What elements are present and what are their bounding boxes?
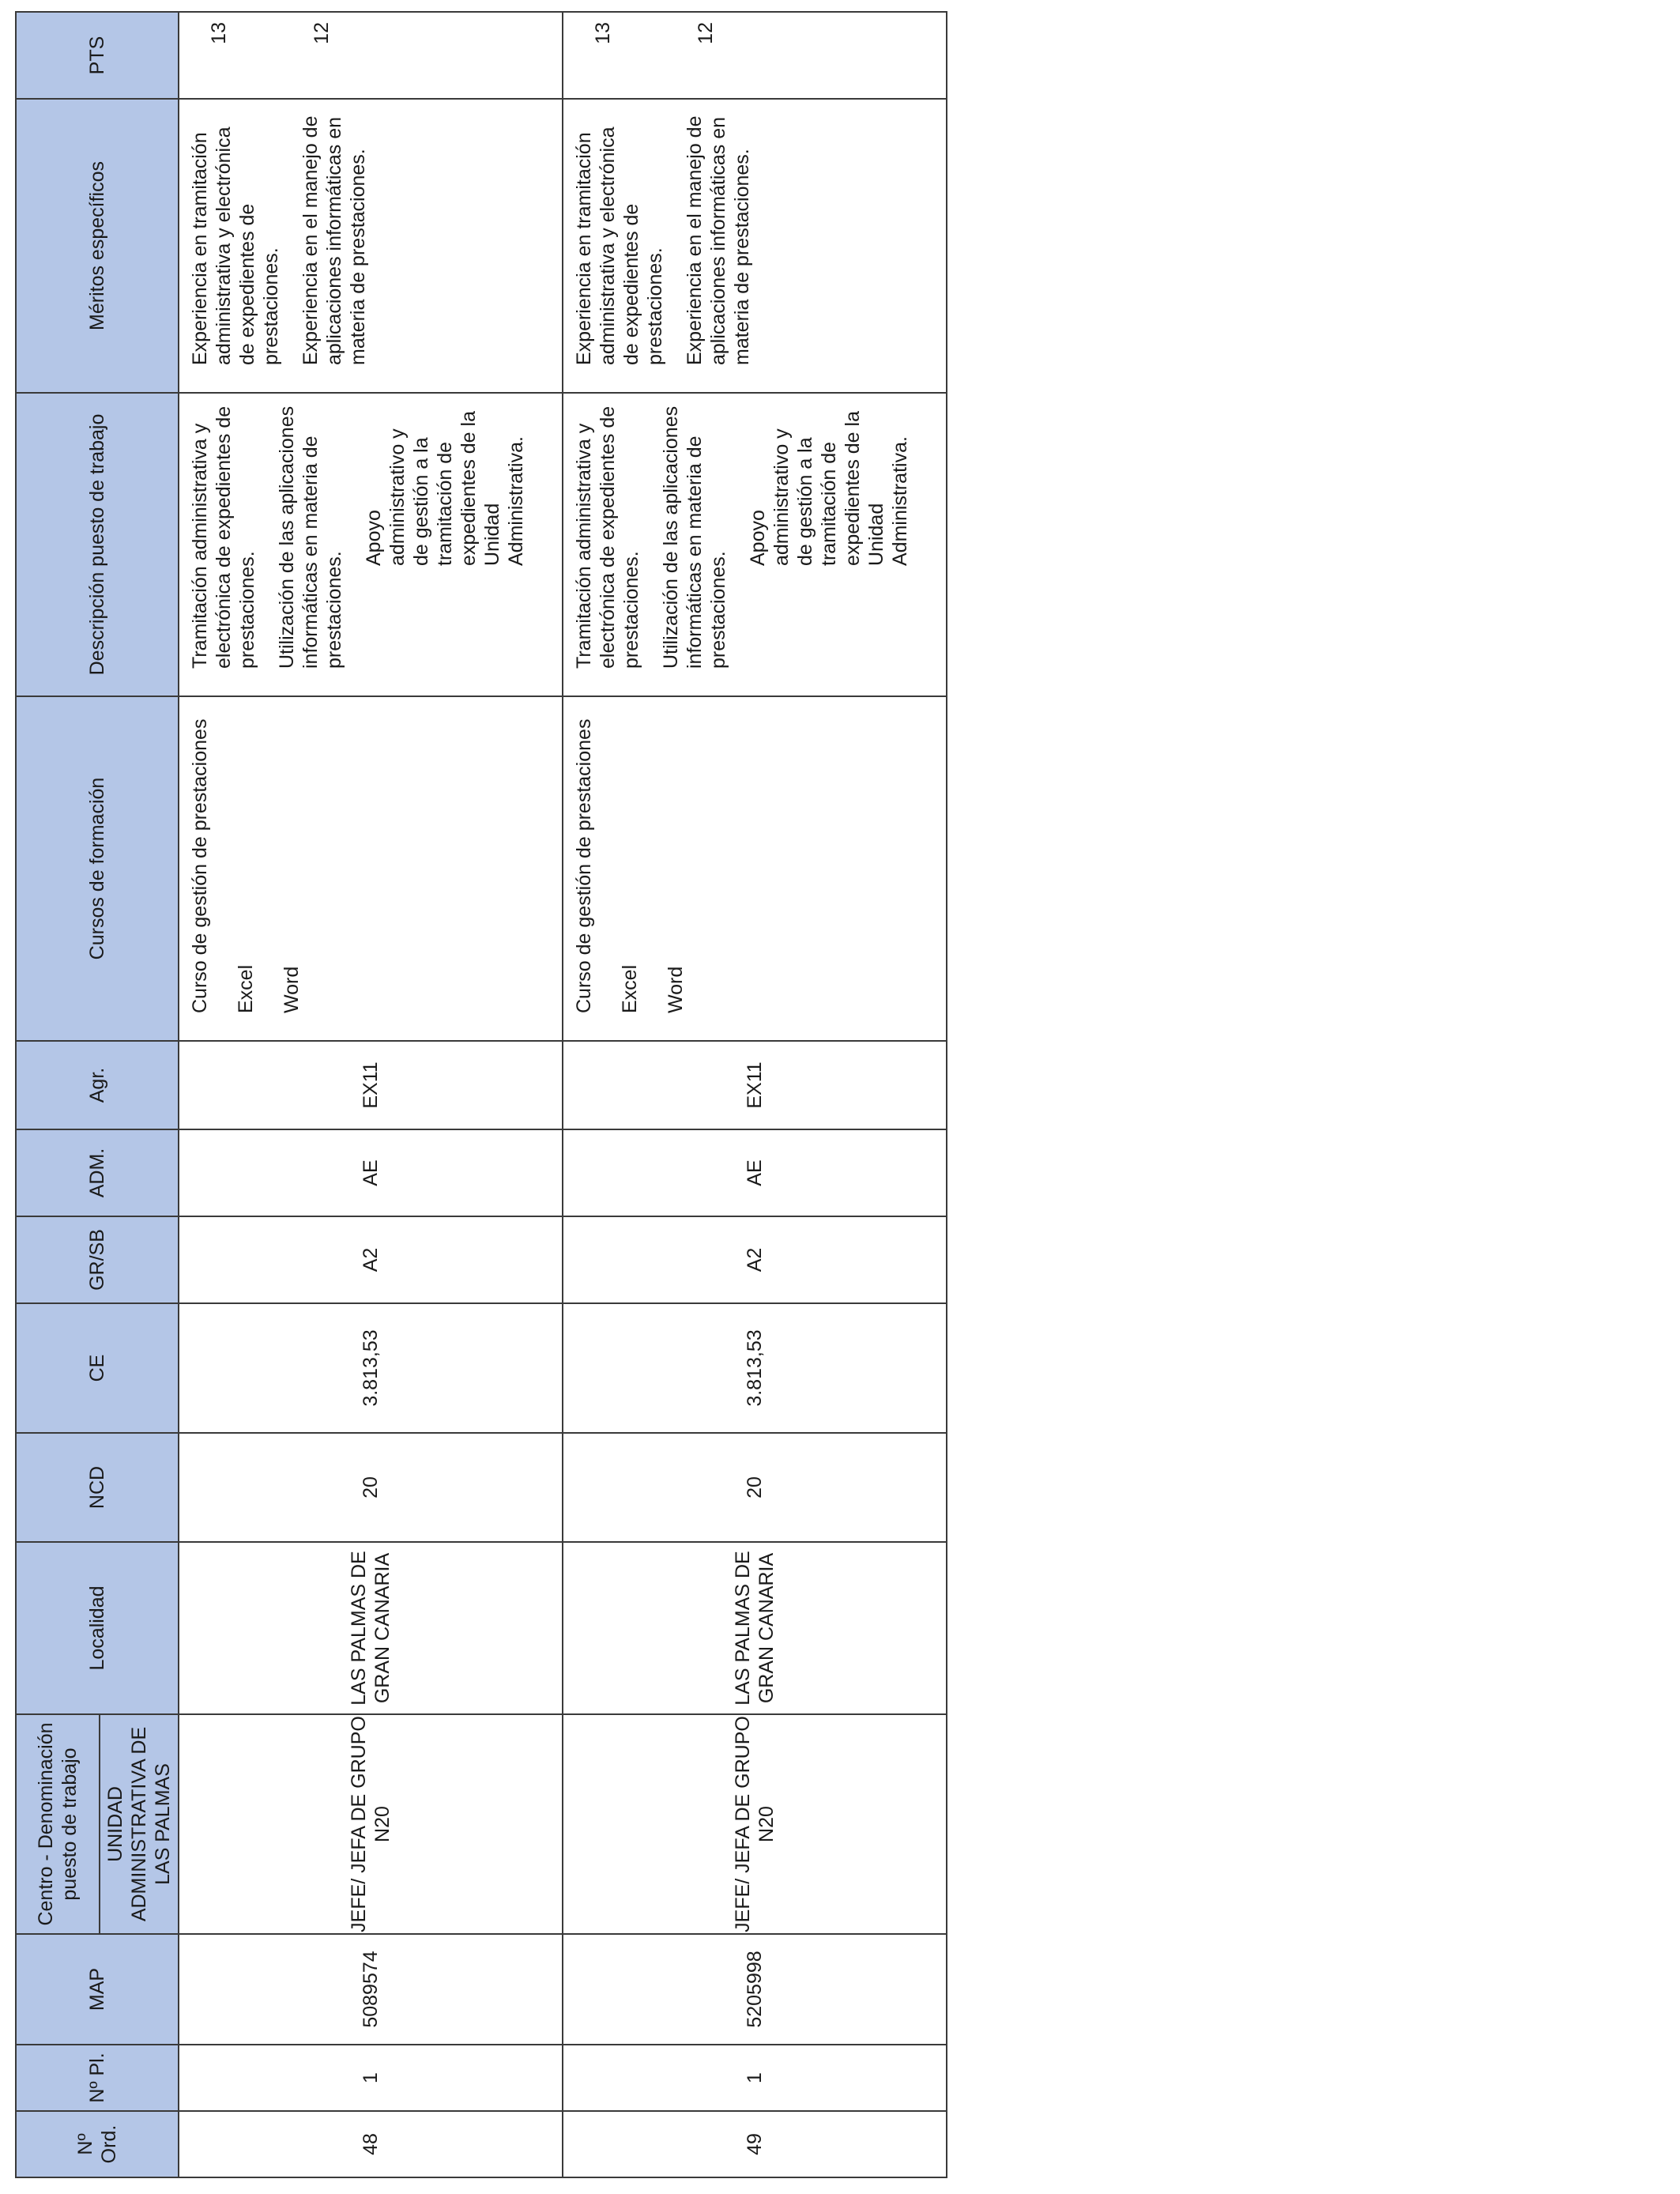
header-n-ord: Nº Ord.	[16, 2111, 179, 2177]
merito-item: Experiencia en tramitación administrativa y electrónica de expedientes de prestaciones.	[189, 126, 283, 365]
header-map: MAP	[16, 1934, 179, 2045]
descripcion-item: Tramitación administrativa y electrónica de expedientes de prestaciones.	[573, 405, 643, 669]
cell-meritos	[179, 99, 563, 393]
cell-cursos	[563, 696, 947, 1041]
cell-agr: EX11	[179, 1041, 563, 1129]
cell-n-ord: 49	[563, 2111, 947, 2177]
merito-item: Experiencia en el manejo de aplicaciones informáticas en materia de prestaciones.	[299, 115, 370, 365]
cell-descripcion	[563, 393, 947, 696]
cell-localidad: LAS PALMAS DE GRAN CANARIA	[179, 1542, 563, 1714]
header-gr-sb: GR/SB	[16, 1216, 179, 1303]
header-ncd: NCD	[16, 1433, 179, 1542]
cell-cursos	[179, 696, 563, 1041]
cell-denominacion: JEFE/ JEFA DE GRUPO N20	[179, 1714, 563, 1934]
cell-ncd: 20	[563, 1433, 947, 1542]
curso-item: Word	[665, 966, 687, 1013]
cell-n-pl: 1	[179, 2045, 563, 2111]
cell-n-pl: 1	[563, 2045, 947, 2111]
cell-denominacion: JEFE/ JEFA DE GRUPO N20	[563, 1714, 947, 1934]
cell-map: 5205998	[563, 1934, 947, 2045]
header-centro: Centro - Denominación puesto de trabajo	[16, 1714, 100, 1934]
curso-item: Excel	[235, 964, 258, 1013]
header-ce: CE	[16, 1303, 179, 1433]
pts-value: 12	[695, 22, 718, 44]
pts-value: 12	[311, 22, 333, 44]
header-agr: Agr.	[16, 1041, 179, 1129]
descripcion-item: Tramitación administrativa y electrónica de expedientes de prestaciones.	[189, 405, 259, 669]
cell-n-ord: 48	[179, 2111, 563, 2177]
descripcion-item: Apoyo administrativo y de gestión a la tramitación de expedientes de la Unidad Administrativa.	[363, 411, 528, 566]
header-localidad: Localidad	[16, 1542, 179, 1714]
merito-item: Experiencia en el manejo de aplicaciones informáticas en materia de prestaciones.	[684, 115, 754, 365]
descripcion-item: Utilización de las aplicaciones informáticas en materia de prestaciones.	[276, 405, 346, 669]
pts-value: 13	[592, 22, 615, 44]
table-row	[563, 12, 947, 2177]
cell-pts	[563, 12, 947, 99]
cell-gr-sb: A2	[179, 1216, 563, 1303]
curso-item: Curso de gestión de prestaciones	[573, 718, 596, 1013]
header-descripcion: Descripción puesto de trabajo	[16, 393, 179, 696]
cell-meritos	[563, 99, 947, 393]
cell-descripcion	[179, 393, 563, 696]
header-cursos: Cursos de formación	[16, 696, 179, 1041]
cell-localidad: LAS PALMAS DE GRAN CANARIA	[563, 1542, 947, 1714]
merito-item: Experiencia en tramitación administrativa y electrónica de expedientes de prestaciones.	[573, 126, 667, 365]
curso-item: Word	[281, 966, 303, 1013]
curso-item: Excel	[619, 964, 642, 1013]
cell-adm: AE	[179, 1129, 563, 1216]
positions-table	[15, 11, 947, 2178]
header-pts: PTS	[16, 12, 179, 99]
cell-ncd: 20	[179, 1433, 563, 1542]
cell-ce: 3.813,53	[563, 1303, 947, 1433]
pts-value: 13	[208, 22, 231, 44]
cell-ce: 3.813,53	[179, 1303, 563, 1433]
cell-pts	[179, 12, 563, 99]
descripcion-item: Apoyo administrativo y de gestión a la tramitación de expedientes de la Unidad Administrativa.	[747, 411, 912, 566]
centro-name: UNIDAD ADMINISTRATIVA DE LAS PALMAS	[100, 1714, 179, 1934]
rotated-table-page	[15, 13, 947, 2178]
cell-map: 5089574	[179, 1934, 563, 2045]
header-adm: ADM.	[16, 1129, 179, 1216]
header-row	[16, 12, 100, 2177]
cell-gr-sb: A2	[563, 1216, 947, 1303]
cell-adm: AE	[563, 1129, 947, 1216]
descripcion-item: Utilización de las aplicaciones informáticas en materia de prestaciones.	[660, 405, 730, 669]
curso-item: Curso de gestión de prestaciones	[189, 718, 212, 1013]
cell-agr: EX11	[563, 1041, 947, 1129]
header-n-pl: Nº Pl.	[16, 2045, 179, 2111]
table-row	[179, 12, 563, 2177]
header-meritos: Méritos específicos	[16, 99, 179, 393]
